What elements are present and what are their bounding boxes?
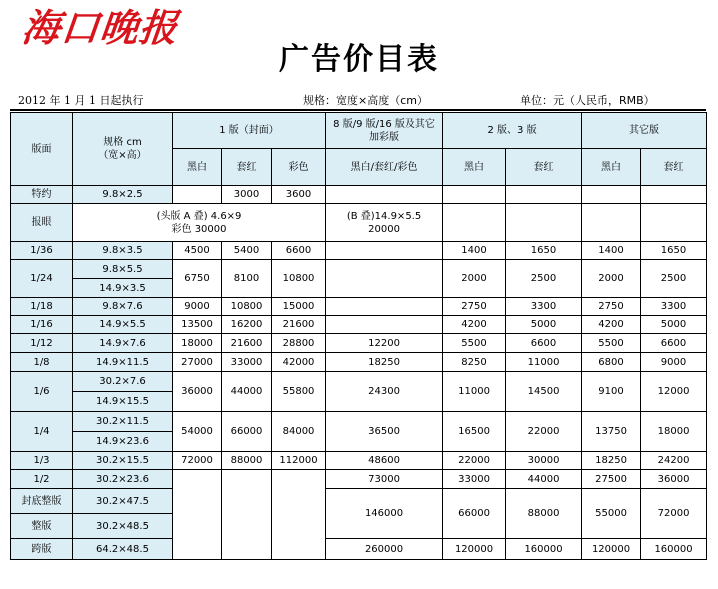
cell-front-bw [173, 470, 222, 560]
cell-front-red: 5400 [222, 242, 272, 260]
row-edition: 1/24 [11, 260, 73, 298]
table-row [11, 298, 707, 316]
cell-inner: 260000 [326, 539, 443, 560]
cell-front-bw: 9000 [173, 298, 222, 316]
row-size: 30.2×7.6 [73, 372, 173, 392]
subheader-p23-red: 套红 [506, 149, 582, 186]
cell-other-red: 72000 [641, 489, 707, 539]
header-other-pages: 其它版 [582, 113, 707, 149]
table-row [11, 353, 707, 372]
cell-front-color: 28800 [272, 334, 326, 353]
cell-front-color: 21600 [272, 316, 326, 334]
cell-front-red [222, 470, 272, 560]
table-row [11, 412, 707, 432]
cell-p23-red: 22000 [506, 412, 582, 452]
cell-front-bw: 36000 [173, 372, 222, 412]
row-size: 64.2×48.5 [73, 539, 173, 560]
row-edition: 1/3 [11, 452, 73, 470]
cell-p23-bw: 33000 [443, 470, 506, 489]
row-edition: 1/6 [11, 372, 73, 412]
baoyan-front-line1: (头版 A 叠) 4.6×9 [156, 210, 242, 222]
row-size: 9.8×2.5 [73, 186, 173, 204]
cell-p23-red [506, 186, 582, 204]
baoyan-inner-line2: 20000 [368, 223, 400, 235]
cell-p23-bw: 120000 [443, 539, 506, 560]
cell-p23-bw [443, 204, 506, 242]
table-row [11, 242, 707, 260]
cell-front-red: 16200 [222, 316, 272, 334]
cell-other-bw: 2000 [582, 260, 641, 298]
subheader-front-color: 彩色 [272, 149, 326, 186]
cell-front-bw [173, 186, 222, 204]
row-size: 14.9×5.5 [73, 316, 173, 334]
cell-p23-bw: 2000 [443, 260, 506, 298]
table-row [11, 186, 707, 204]
cell-inner: 18250 [326, 353, 443, 372]
cell-other-bw: 13750 [582, 412, 641, 452]
cell-p23-red: 88000 [506, 489, 582, 539]
cell-other-red: 9000 [641, 353, 707, 372]
cell-other-bw: 6800 [582, 353, 641, 372]
row-edition: 整版 [11, 514, 73, 539]
cell-other-bw: 4200 [582, 316, 641, 334]
cell-inner: 146000 [326, 489, 443, 539]
cell-other-red: 1650 [641, 242, 707, 260]
cell-front-color [272, 470, 326, 560]
cell-other-bw: 2750 [582, 298, 641, 316]
baoyan-inner-line1: (B 叠)14.9×5.5 [346, 210, 422, 222]
cell-front-bw: 6750 [173, 260, 222, 298]
header-edition: 版面 [11, 113, 73, 186]
cell-inner [326, 186, 443, 204]
cell-front-red: 21600 [222, 334, 272, 353]
cell-front-color: 6600 [272, 242, 326, 260]
row-size: 30.2×15.5 [73, 452, 173, 470]
header-size-sub: （宽×高） [98, 150, 147, 161]
cell-p23-red: 30000 [506, 452, 582, 470]
cell-front-bw: 27000 [173, 353, 222, 372]
cell-other-red: 6600 [641, 334, 707, 353]
cell-other-bw: 5500 [582, 334, 641, 353]
row-size: 9.8×7.6 [73, 298, 173, 316]
row-edition: 1/36 [11, 242, 73, 260]
currency-unit-note: 单位：元（人民币，RMB） [520, 94, 655, 107]
row-edition: 报眼 [11, 204, 73, 242]
cell-inner [326, 316, 443, 334]
row-edition: 1/18 [11, 298, 73, 316]
row-size: 30.2×48.5 [73, 514, 173, 539]
cell-p23-red: 5000 [506, 316, 582, 334]
cell-other-red: 160000 [641, 539, 707, 560]
cell-inner-baoyan [326, 204, 443, 242]
cell-front-bw: 4500 [173, 242, 222, 260]
header-page-2-3: 2 版、3 版 [443, 113, 582, 149]
row-size: 14.9×11.5 [73, 353, 173, 372]
cell-inner [326, 260, 443, 298]
cell-other-red [641, 204, 707, 242]
cell-front-color: 84000 [272, 412, 326, 452]
cell-front-red: 88000 [222, 452, 272, 470]
cell-inner: 12200 [326, 334, 443, 353]
table-row [11, 489, 707, 514]
row-edition: 跨版 [11, 539, 73, 560]
cell-other-red [641, 186, 707, 204]
cell-p23-red: 2500 [506, 260, 582, 298]
cell-other-bw [582, 204, 641, 242]
cell-p23-bw: 11000 [443, 372, 506, 412]
row-edition: 1/2 [11, 470, 73, 489]
cell-inner [326, 242, 443, 260]
cell-inner: 48600 [326, 452, 443, 470]
cell-front-color: 112000 [272, 452, 326, 470]
cell-p23-red: 14500 [506, 372, 582, 412]
effective-date: 2012 年 1 月 1 日起执行 [18, 94, 144, 107]
cell-p23-bw: 4200 [443, 316, 506, 334]
table-row [11, 316, 707, 334]
subheader-other-red: 套红 [641, 149, 707, 186]
header-rule [10, 109, 706, 111]
table-row [11, 452, 707, 470]
page-title: 广告价目表 [279, 42, 439, 77]
cell-p23-red: 3300 [506, 298, 582, 316]
cell-other-bw: 1400 [582, 242, 641, 260]
cell-inner: 36500 [326, 412, 443, 452]
cell-other-bw: 27500 [582, 470, 641, 489]
cell-other-bw: 120000 [582, 539, 641, 560]
baoyan-front-line2: 彩色 30000 [171, 223, 227, 235]
cell-inner [326, 298, 443, 316]
cell-front-red: 8100 [222, 260, 272, 298]
cell-p23-red: 6600 [506, 334, 582, 353]
price-table [10, 112, 707, 560]
header-size [73, 113, 173, 186]
row-edition: 特约 [11, 186, 73, 204]
cell-other-red: 18000 [641, 412, 707, 452]
cell-p23-red: 160000 [506, 539, 582, 560]
row-size: 30.2×47.5 [73, 489, 173, 514]
row-size: 14.9×23.6 [73, 432, 173, 452]
header-inner-color-sub: 加彩版 [369, 131, 400, 143]
header-size-title: 规格 cm [103, 137, 142, 148]
subheader-inner-all: 黑白/套红/彩色 [326, 149, 443, 186]
cell-inner: 24300 [326, 372, 443, 412]
cell-other-bw: 55000 [582, 489, 641, 539]
row-size: 30.2×23.6 [73, 470, 173, 489]
cell-front-red: 10800 [222, 298, 272, 316]
cell-front-red: 44000 [222, 372, 272, 412]
subheader-front-bw: 黑白 [173, 149, 222, 186]
cell-front-color: 55800 [272, 372, 326, 412]
row-size: 9.8×5.5 [73, 260, 173, 279]
cell-p23-red: 44000 [506, 470, 582, 489]
cell-front-baoyan [73, 204, 326, 242]
cell-front-color: 10800 [272, 260, 326, 298]
row-edition: 1/8 [11, 353, 73, 372]
header-inner-color-title: 8 版/9 版/16 版及其它 [333, 118, 435, 130]
table-row [11, 470, 707, 489]
table-row [11, 204, 707, 242]
cell-p23-bw [443, 186, 506, 204]
row-size: 14.9×7.6 [73, 334, 173, 353]
cell-other-red: 5000 [641, 316, 707, 334]
cell-front-bw: 18000 [173, 334, 222, 353]
row-edition: 1/12 [11, 334, 73, 353]
cell-front-color: 42000 [272, 353, 326, 372]
cell-front-bw: 72000 [173, 452, 222, 470]
cell-other-bw: 18250 [582, 452, 641, 470]
cell-p23-bw: 22000 [443, 452, 506, 470]
cell-p23-bw: 1400 [443, 242, 506, 260]
cell-p23-bw: 5500 [443, 334, 506, 353]
cell-p23-bw: 2750 [443, 298, 506, 316]
cell-front-bw: 13500 [173, 316, 222, 334]
cell-other-bw [582, 186, 641, 204]
table-row [11, 539, 707, 560]
row-edition: 封底整版 [11, 489, 73, 514]
newspaper-logo: 海口晚报 [19, 5, 181, 50]
cell-front-bw: 54000 [173, 412, 222, 452]
cell-other-red: 3300 [641, 298, 707, 316]
header-front-page: 1 版（封面） [173, 113, 326, 149]
cell-p23-bw: 66000 [443, 489, 506, 539]
row-size: 9.8×3.5 [73, 242, 173, 260]
subheader-other-bw: 黑白 [582, 149, 641, 186]
cell-other-red: 24200 [641, 452, 707, 470]
cell-front-red: 33000 [222, 353, 272, 372]
cell-p23-bw: 16500 [443, 412, 506, 452]
table-row [11, 372, 707, 392]
cell-p23-bw: 8250 [443, 353, 506, 372]
cell-other-red: 36000 [641, 470, 707, 489]
header-inner-color [326, 113, 443, 149]
cell-other-red: 12000 [641, 372, 707, 412]
size-spec-note: 规格：宽度×高度（cm） [303, 94, 428, 107]
subheader-front-red: 套红 [222, 149, 272, 186]
cell-p23-red: 11000 [506, 353, 582, 372]
cell-other-bw: 9100 [582, 372, 641, 412]
cell-front-red: 66000 [222, 412, 272, 452]
row-edition: 1/4 [11, 412, 73, 452]
table-row [11, 334, 707, 353]
row-size: 14.9×3.5 [73, 279, 173, 298]
table-row [11, 260, 707, 279]
subheader-p23-bw: 黑白 [443, 149, 506, 186]
cell-p23-red [506, 204, 582, 242]
cell-inner: 73000 [326, 470, 443, 489]
row-size: 14.9×15.5 [73, 392, 173, 412]
cell-front-red: 3000 [222, 186, 272, 204]
cell-other-red: 2500 [641, 260, 707, 298]
row-edition: 1/16 [11, 316, 73, 334]
cell-front-color: 15000 [272, 298, 326, 316]
row-size: 30.2×11.5 [73, 412, 173, 432]
cell-p23-red: 1650 [506, 242, 582, 260]
cell-front-color: 3600 [272, 186, 326, 204]
